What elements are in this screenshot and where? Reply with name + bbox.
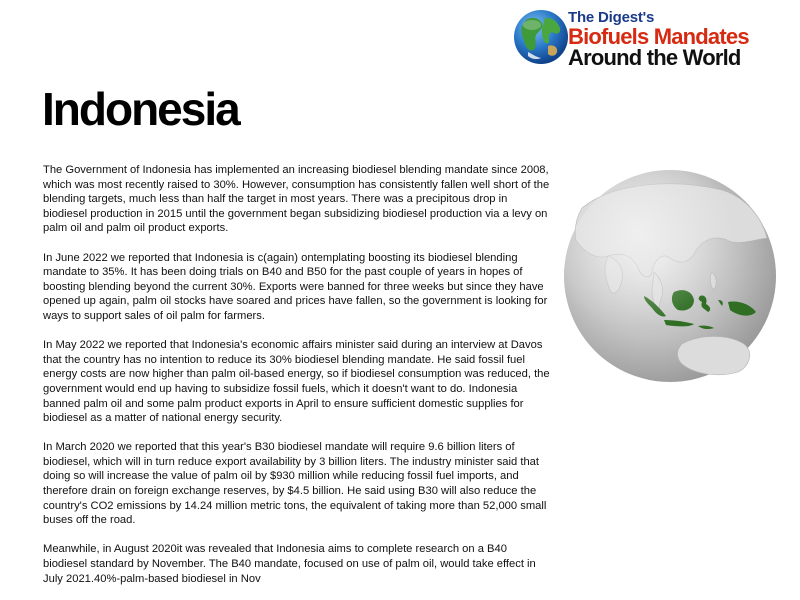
paragraph-may-2022: In May 2022 we reported that Indonesia's economic affairs minister said during an interview at Davos that the country has no intention to reduce its 30% biodiesel blending mandate. He said fossil fuel energy costs are now higher than palm oil-based energy, so if biodiesel consumption was reduced, the government would end up having to subsidize fossil fuels, which it doesn't want to do. Indonesia banned palm oil and some palm product exports in April to ensure sufficient domestic supplies for biodiesel as a matter of national energy security. — [43, 339, 550, 425]
digest-logo — [512, 8, 792, 70]
paragraph-august-2020: Meanwhile, in August 2020it was revealed that Indonesia aims to complete research on a B40 biodiesel standard by November. The B40 mandate, focused on use of palm oil, would take effect in July 2021.40%-palm-based biodiesel in Nov — [43, 543, 536, 585]
indonesia-locator-globe — [562, 168, 778, 384]
article-body — [43, 163, 553, 600]
logo-line-world: Around the World — [568, 45, 741, 70]
earth-globe-icon — [512, 8, 570, 66]
paragraph-march-2020: In March 2020 we reported that this year's B30 biodiesel mandate will require 9.6 billion liters of biodiesel, which will in turn reduce export availability by 3 billion liters. The industry minister said that doing so will increase the value of palm oil by $930 million while reducing fossil fuel imports, and therefore drain on foreign exchange reserves, by $4.5 billion. He said using B30 will also reduce the country's CO2 emissions by 14.24 million metric tons, the equivalent of taking more than 52,000 small buses off the road. — [43, 441, 547, 527]
logo-line-mandates: Biofuels Mandates — [568, 24, 749, 49]
paragraph-june-2022: In June 2022 we reported that Indonesia is c(again) ontemplating boosting its biodiesel blending mandate to 35%. It has been doing trials on B40 and B50 for the past couple of years in hopes of boosting blending beyond the current 30%. Exports were banned for three weeks but since they have opened up again, palm oil stocks have soared and prices have fallen, so the government is looking for ways to support sales of oil palm for farmers. — [43, 251, 548, 322]
page-title: Indonesia — [42, 83, 239, 135]
paragraph-overview: The Government of Indonesia has implemented an increasing biodiesel blending mandate since 2008, which was most recently raised to 30%. However, consumption has consistently fallen well short of the blending targets, much less than half the target in most years. There was a precipitous drop in biodiesel production in 2015 until the government began subsidizing biodiesel production via a levy on palm oil and palm oil product exports. — [43, 164, 550, 235]
logo-line-digest: The Digest's — [568, 9, 655, 26]
